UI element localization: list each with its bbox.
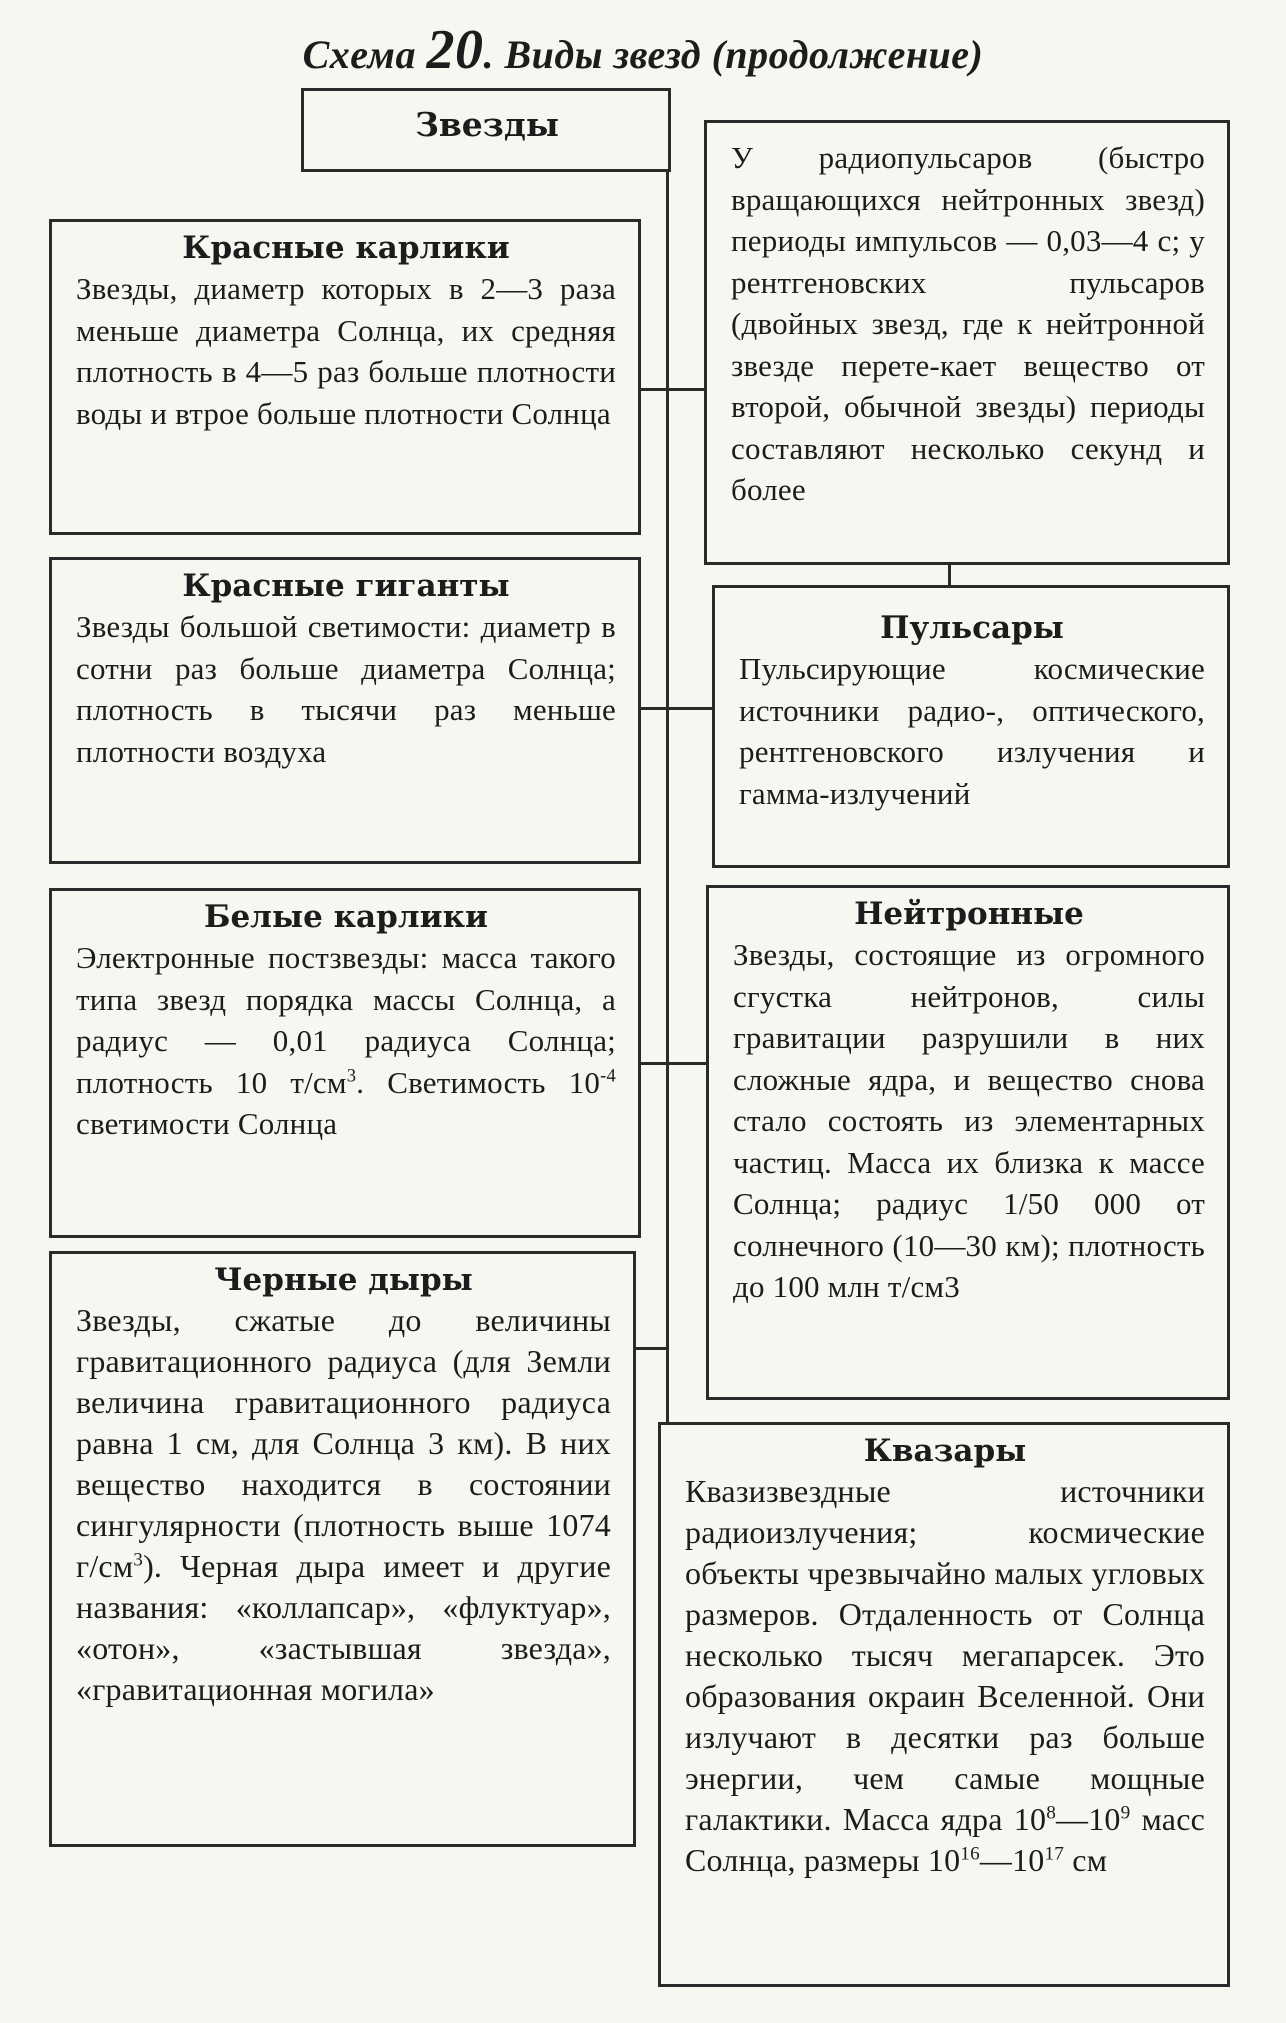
connector-white-dwarfs xyxy=(638,1062,708,1065)
connector-red-dwarfs xyxy=(638,388,669,391)
pulsars-text: Пульсирующие космические источники радио-, оптического, рентгеновского излучения и гамма-излучений xyxy=(739,651,1205,811)
main-vertical-connector xyxy=(666,168,669,1428)
node-quasars xyxy=(658,1422,1230,1987)
red-giants-text: Звезды большой светимости: диаметр в сотни раз больше диаметра Солнца; плотность в тысячи раз меньше плотности воздуха xyxy=(76,609,616,769)
white-dwarfs-exp-b: -4 xyxy=(600,1065,616,1087)
diagram-title xyxy=(0,18,1286,82)
quasars-heading: Квазары xyxy=(863,1433,1027,1469)
red-dwarfs-heading: Красные карлики xyxy=(182,230,510,266)
black-holes-text-a: Звезды, сжатые до величины гравитационного радиуса (для Земли величина гравитационного радиуса равна 1 см, для Солнца 3 км). В них вещество находится в состоянии сингулярности (плотность выше 1074 г/см xyxy=(76,1302,611,1584)
node-red-dwarfs xyxy=(49,219,641,535)
node-pulsars xyxy=(712,585,1230,868)
quasars-exp-c: 16 xyxy=(960,1843,980,1865)
title-number: 20 xyxy=(426,19,484,81)
quasars-text-b: —10 xyxy=(1056,1801,1121,1837)
quasars-text-a: Квазизвездные источники радиоизлучения; космические объекты чрезвычайно малых угловых размеров. Отдаленность от Солнца несколько тысяч мегапарсек. Это образования окраин Вселенной. Они излучают в десятки раз больше энергии, чем самые мощные галактики. Масса ядра 10 xyxy=(685,1473,1205,1837)
quasars-text-d: —10 xyxy=(979,1842,1045,1878)
white-dwarfs-heading: Белые карлики xyxy=(203,899,489,935)
white-dwarfs-text-b: . Светимость 10 xyxy=(356,1064,601,1100)
quasars-exp-a: 8 xyxy=(1046,1802,1056,1824)
title-suffix: . Виды звезд (продолжение) xyxy=(483,32,984,77)
node-pulsar-periods-note xyxy=(704,120,1230,565)
neutron-heading: Нейтронные xyxy=(854,896,1084,932)
title-prefix: Схема xyxy=(302,32,416,77)
quasars-exp-d: 17 xyxy=(1044,1843,1065,1865)
neutron-text: Звезды, состоящие из огромного сгустка нейтронов, силы гравитации разрушили в них сложные ядра, и вещество снова стало состоять из элементарных частиц. Масса их близка к массе Солнца; радиус 1/50 000 от солнечного (10—30 км); плотность до 100 млн т/см3 xyxy=(733,937,1205,1304)
quasars-text xyxy=(685,1471,1205,1881)
root-label: Звезды xyxy=(415,105,559,144)
root-node-stars xyxy=(301,88,671,172)
connector-black-holes xyxy=(633,1347,669,1350)
red-giants-heading: Красные гиганты xyxy=(182,568,510,604)
black-holes-exp-a: 3 xyxy=(133,1549,144,1571)
connector-red-giants xyxy=(638,707,714,710)
connector-pulsar-note xyxy=(666,388,706,391)
white-dwarfs-exp-a: 3 xyxy=(346,1065,357,1087)
node-neutron-stars xyxy=(706,885,1230,1400)
white-dwarfs-text-a: Электронные постзвезды: масса такого типа звезд порядка массы Солнца, а радиус — 0,01 радиуса Солнца; плотность 10 т/см xyxy=(76,940,616,1100)
black-holes-heading: Черные дыры xyxy=(214,1262,473,1298)
node-white-dwarfs xyxy=(49,888,641,1238)
red-dwarfs-text: Звезды, диаметр которых в 2—3 раза меньше диаметра Солнца, их средняя плотность в 4—5 раз больше плотности воды и втрое больше плотности Солнца xyxy=(76,271,616,431)
pulsar-note-text: У радиопульсаров (быстро вращающихся нейтронных звезд) периоды импульсов — 0,03—4 с; у рентгеновских пульсаров (двойных звезд, где к нейтронной звезде перете-кает вещество от второй, обычной звезды) периоды составляют несколько секунд и более xyxy=(731,140,1205,507)
node-red-giants xyxy=(49,557,641,864)
node-black-holes xyxy=(49,1251,636,1847)
black-holes-text xyxy=(76,1300,611,1710)
white-dwarfs-text-c: светимости Солнца xyxy=(76,1106,338,1141)
quasars-exp-b: 9 xyxy=(1120,1802,1131,1824)
quasars-text-e: см xyxy=(1064,1842,1108,1878)
black-holes-text-b: ). Черная дыра имеет и другие названия: «коллапсар», «флуктуар», «отон», «застывшая звезда», «гравитационная могила» xyxy=(76,1548,611,1707)
pulsars-heading: Пульсары xyxy=(880,610,1064,646)
quasars-text-c: масс Солнца, размеры 10 xyxy=(685,1801,1205,1878)
white-dwarfs-text xyxy=(76,937,616,1145)
